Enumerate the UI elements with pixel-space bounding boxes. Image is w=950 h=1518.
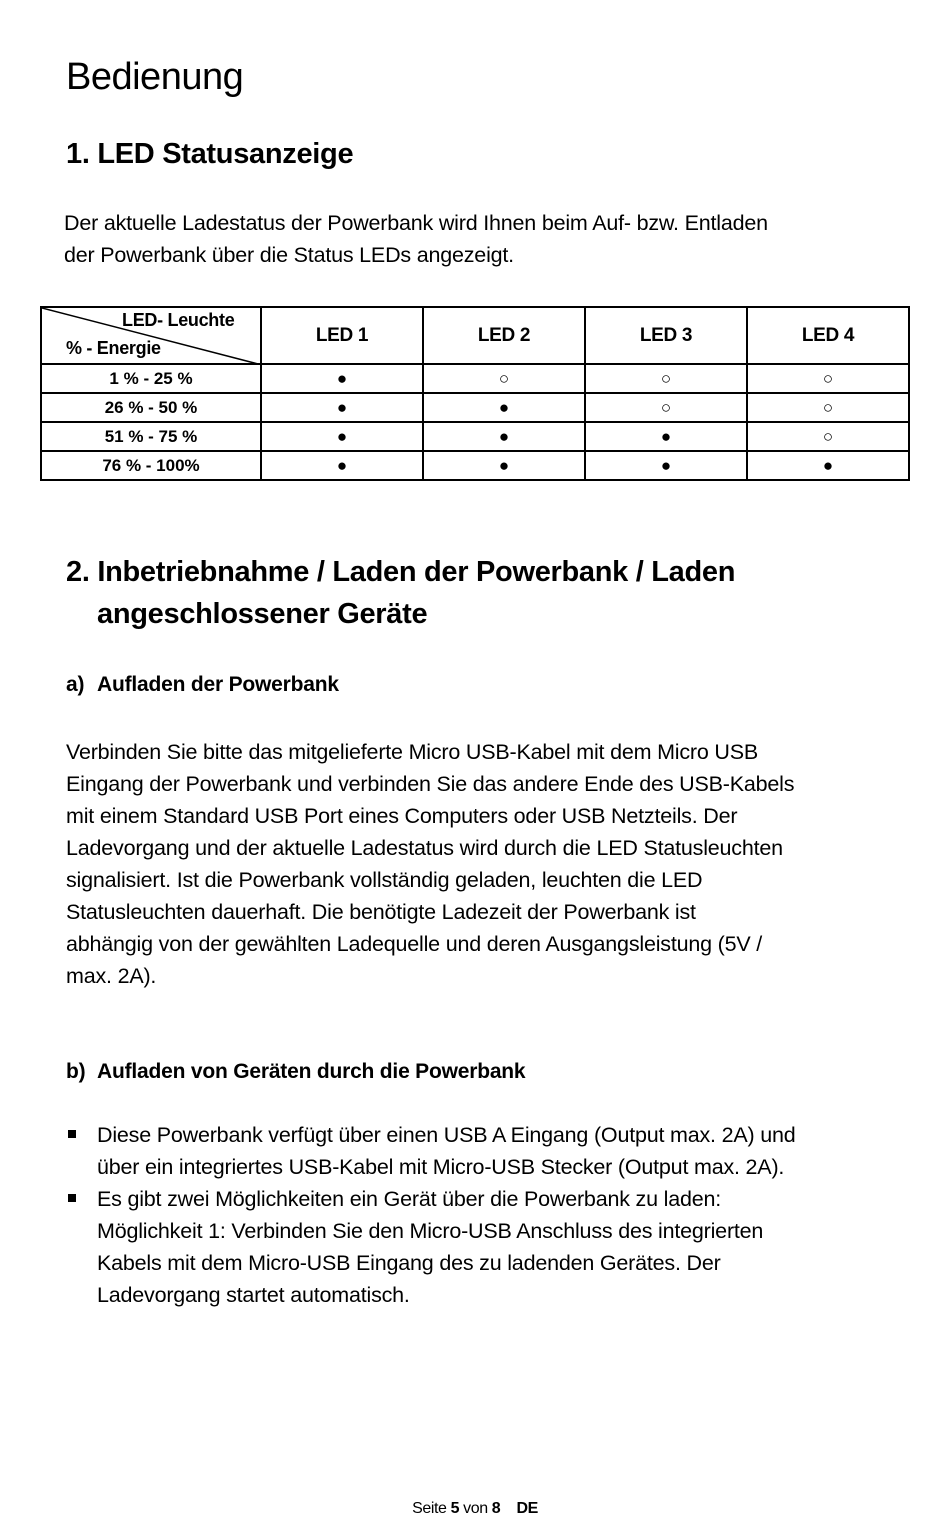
led-state-cell: ○ — [747, 393, 909, 422]
section-2-title-line-2: angeschlossener Geräte — [97, 598, 428, 630]
sub-a-marker: a) — [66, 673, 85, 696]
bullet-square-icon — [68, 1130, 76, 1138]
led-state-cell: ○ — [423, 364, 585, 393]
led-state-cell: ● — [261, 364, 423, 393]
led-state-cell: ● — [423, 422, 585, 451]
bullet-1-line-2: über ein integriertes USB-Kabel mit Micro-USB Stecker (Output max. 2A). — [97, 1155, 785, 1179]
page-heading: Bedienung — [66, 56, 244, 98]
table-row — [41, 364, 909, 393]
corner-label-led: LED- Leuchte — [122, 310, 235, 330]
led-state-cell: ○ — [585, 393, 747, 422]
section-1-intro-line-2: der Powerbank über die Status LEDs angezeigt. — [64, 243, 514, 267]
bullet-1-line-1: Diese Powerbank verfügt über einen USB A Eingang (Output max. 2A) und — [97, 1123, 796, 1147]
sub-a-line-3: mit einem Standard USB Port eines Computers oder USB Netzteils. Der — [66, 804, 738, 828]
section-1-title: 1. LED Statusanzeige — [66, 138, 354, 170]
sub-a-line-1: Verbinden Sie bitte das mitgelieferte Micro USB-Kabel mit dem Micro USB — [66, 740, 759, 764]
led-state-cell: ● — [423, 393, 585, 422]
table-corner-cell — [41, 307, 261, 364]
bullet-2-line-4: Ladevorgang startet automatisch. — [97, 1283, 410, 1307]
sub-a-line-2: Eingang der Powerbank und verbinden Sie das andere Ende des USB-Kabels — [66, 772, 795, 796]
column-header-led-4: LED 4 — [747, 307, 909, 364]
led-state-cell: ○ — [747, 364, 909, 393]
table-header-row — [41, 307, 909, 364]
sub-a-line-8: max. 2A). — [66, 964, 157, 988]
section-2-title-line-1: 2. Inbetriebnahme / Laden der Powerbank / Laden — [66, 556, 736, 588]
sub-a-line-6: Statusleuchten dauerhaft. Die benötigte Ladezeit der Powerbank ist — [66, 900, 696, 924]
column-header-led-3: LED 3 — [585, 307, 747, 364]
bullet-2-line-2: Möglichkeit 1: Verbinden Sie den Micro-USB Anschluss des integrierten — [97, 1219, 764, 1243]
bullet-2-line-1: Es gibt zwei Möglichkeiten ein Gerät über die Powerbank zu laden: — [97, 1187, 721, 1211]
sub-b-title: Aufladen von Geräten durch die Powerbank — [97, 1060, 526, 1083]
row-label: 1 % - 25 % — [41, 364, 261, 393]
led-state-cell: ● — [747, 451, 909, 480]
footer-language: DE — [516, 1500, 538, 1517]
column-header-led-1: LED 1 — [261, 307, 423, 364]
sub-a-title: Aufladen der Powerbank — [97, 673, 339, 696]
led-state-cell: ● — [423, 451, 585, 480]
table-row — [41, 451, 909, 480]
sub-a-line-7: abhängig von der gewählten Ladequelle und deren Ausgangsleistung (5V / — [66, 932, 763, 956]
column-header-led-2: LED 2 — [423, 307, 585, 364]
row-label: 76 % - 100% — [41, 451, 261, 480]
led-state-cell: ● — [261, 451, 423, 480]
led-state-cell: ● — [261, 422, 423, 451]
sub-a-line-5: signalisiert. Ist die Powerbank vollständig geladen, leuchten die LED — [66, 868, 703, 892]
led-state-cell: ● — [585, 451, 747, 480]
led-state-cell: ● — [585, 422, 747, 451]
row-label: 51 % - 75 % — [41, 422, 261, 451]
table-row — [41, 422, 909, 451]
footer-von: von — [463, 1500, 488, 1517]
bullet-2-line-3: Kabels mit dem Micro-USB Eingang des zu ladenden Gerätes. Der — [97, 1251, 721, 1275]
section-1-intro-line-1: Der aktuelle Ladestatus der Powerbank wird Ihnen beim Auf- bzw. Entladen — [64, 211, 768, 235]
footer-page-number: 5 — [450, 1500, 460, 1517]
led-state-cell: ○ — [747, 422, 909, 451]
sub-b-marker: b) — [66, 1060, 86, 1083]
led-status-table — [40, 306, 910, 481]
led-state-cell: ○ — [585, 364, 747, 393]
table-row — [41, 393, 909, 422]
corner-label-energy: % - Energie — [66, 338, 161, 358]
bullet-square-icon — [68, 1194, 76, 1202]
footer-seite: Seite — [412, 1500, 447, 1517]
sub-a-line-4: Ladevorgang und der aktuelle Ladestatus wird durch die LED Statusleuchten — [66, 836, 783, 860]
footer-total-pages: 8 — [491, 1500, 501, 1517]
row-label: 26 % - 50 % — [41, 393, 261, 422]
page-footer — [0, 1500, 950, 1518]
led-state-cell: ● — [261, 393, 423, 422]
